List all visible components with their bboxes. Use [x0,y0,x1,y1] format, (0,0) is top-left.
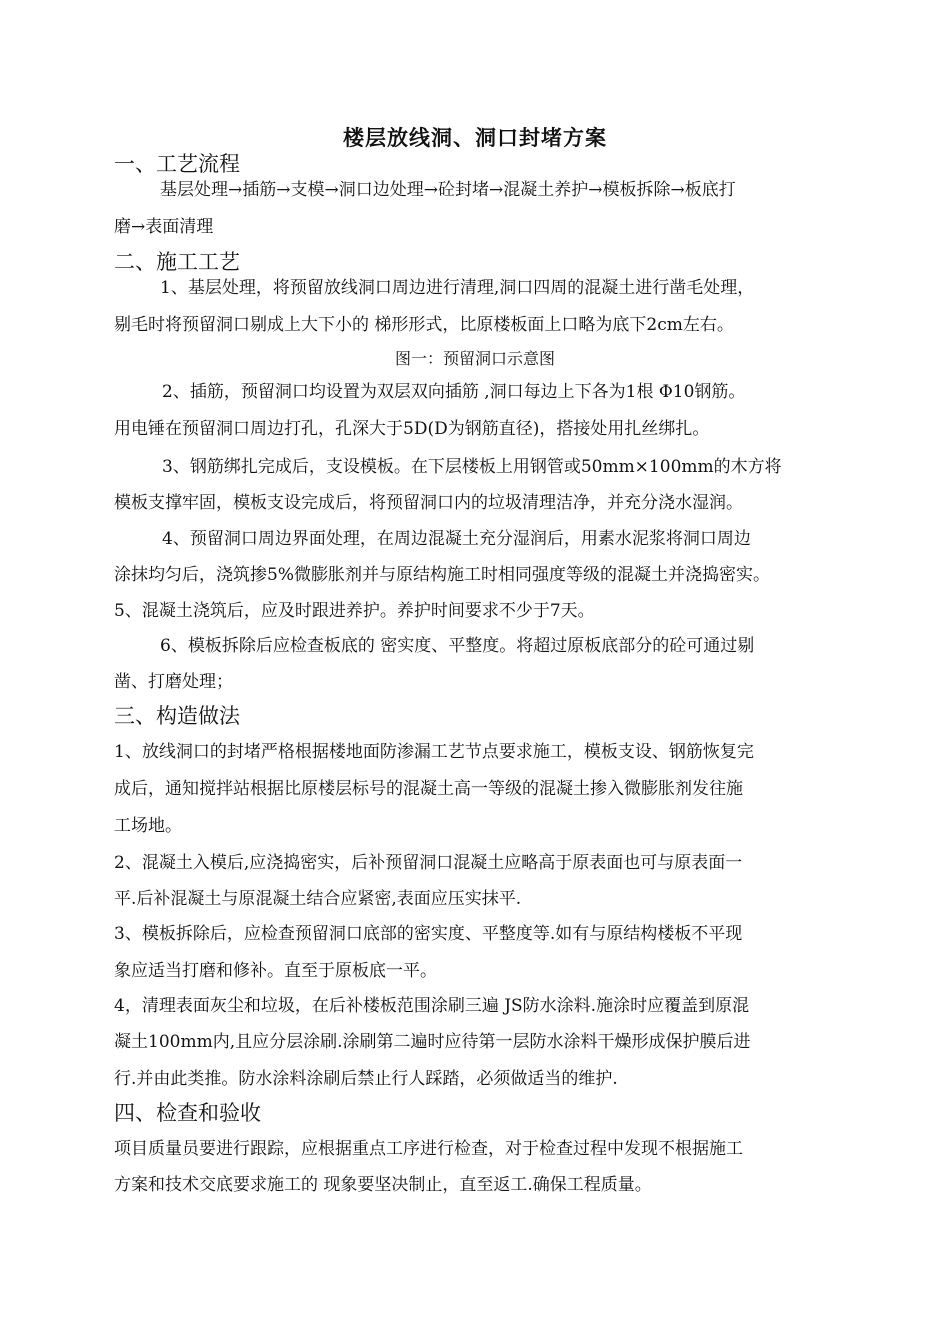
paragraph-line: 平.后补混凝土与原混凝土结合应紧密,表面应压实抹平. [114,889,522,909]
paragraph-line: 行.并由此类推。防水涂料涂刷后禁止行人踩踏，必须做适当的维护. [114,1069,618,1089]
paragraph-line: 成后，通知搅拌站根据比原楼层标号的混凝土高一等级的混凝土掺入微膨胀剂发往施 [114,779,743,799]
paragraph-line: 6、模板拆除后应检查板底的 密实度、平整度。将超过原板底部分的砼可通过剔 [160,636,755,656]
paragraph-line: 用电锤在预留洞口周边打孔，孔深大于5D(D为钢筋直径)，搭接处用扎丝绑扎。 [114,419,710,439]
paragraph-line: 1、放线洞口的封堵严格根据楼地面防渗漏工艺节点要求施工，模板支设、钢筋恢复完 [114,742,754,762]
paragraph-line: 1、基层处理，将预留放线洞口周边进行清理,洞口四周的混凝土进行凿毛处理， [160,278,755,298]
paragraph-line: 象应适当打磨和修补。直至于原板底一平。 [114,961,437,981]
section-heading-process: 一、工艺流程 [114,152,240,176]
section-heading-construction: 三、构造做法 [114,704,240,728]
figure-caption: 图一：预留洞口示意图 [394,349,555,368]
paragraph-line: 工场地。 [114,816,182,836]
paragraph-line: 模板支撑牢固，模板支设完成后，将预留洞口内的垃圾清理洁净，并充分浇水湿润。 [114,493,743,513]
paragraph-line: 2、混凝土入模后,应浇捣密实，后补预留洞口混凝土应略高于原表面也可与原表面一 [114,853,743,873]
section-heading-technique: 二、施工工艺 [114,250,240,274]
paragraph-line: 凝土100mm内,且应分层涂刷.涂刷第二遍时应待第一层防水涂料干燥形成保护膜后进 [114,1032,751,1052]
paragraph-line: 5、混凝土浇筑后，应及时跟进养护。养护时间要求不少于7天。 [114,601,595,621]
paragraph-line: 4、预留洞口周边界面处理，在周边混凝土充分湿润后，用素水泥浆将洞口周边 [162,529,751,549]
section-heading-inspection: 四、检查和验收 [114,1101,261,1125]
paragraph-line: 涂抹均匀后，浇筑掺5%微膨胀剂并与原结构施工时相同强度等级的混凝土并浇捣密实。 [114,565,770,585]
paragraph-line: 3、钢筋绑扎完成后，支设模板。在下层楼板上用钢管或50mm×100mm的木方将 [162,457,782,477]
page-title: 楼层放线洞、洞口封堵方案 [343,125,607,150]
paragraph-line: 3、模板拆除后，应检查预留洞口底部的密实度、平整度等.如有与原结构楼板不平现 [114,924,743,944]
paragraph-line: 2、插筋，预留洞口均设置为双层双向插筋 ,洞口每边上下各为1根 Φ10钢筋。 [162,382,746,402]
paragraph-line: 凿、打磨处理； [114,672,233,692]
paragraph-line: 磨→表面清理 [114,217,214,237]
paragraph-line: 剔毛时将预留洞口剔成上大下小的 梯形形式，比原楼板面上口略为底下2cm左右。 [114,315,734,335]
paragraph-line: 4，清理表面灰尘和垃圾，在后补楼板范围涂刷三遍 JS防水涂料.施涂时应覆盖到原混 [114,996,750,1016]
paragraph-line: 项目质量员要进行跟踪，应根据重点工序进行检查，对于检查过程中发现不根据施工 [114,1139,743,1159]
paragraph-line: 方案和技术交底要求施工的 现象要坚决制止，直至返工.确保工程质量。 [114,1175,652,1195]
paragraph-line: 基层处理→插筋→支模→洞口边处理→砼封堵→混凝土养护→模板拆除→板底打 [160,180,736,200]
